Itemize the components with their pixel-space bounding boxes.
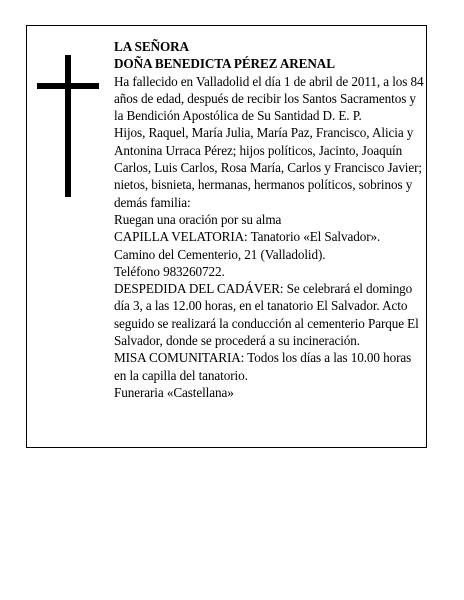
family-paragraph: Hijos, Raquel, María Julia, María Paz, Francisco, Alicia y Antonina Urraca Pérez; hijos políticos, Jacinto, Joaquín Carlos, Luis Carlos, Rosa María, Carlos y Francisco Javier; nietos, bisnieta, hermanas, hermanos políticos, sobrinos y demás familia: [114,125,422,210]
death-paragraph: Ha fallecido en Valladolid el día 1 de abril de 2011, a los 84 años de edad, después de recibir los Santos Sacramentos y la Bendición Apostólica de Su Santidad D. E. P. [114,73,424,124]
prayer-line: Ruegan una oración por su alma [114,211,282,227]
cross-icon [37,55,99,197]
notice-heading: LA SEÑORA [114,39,189,54]
farewell-paragraph: DESPEDIDA DEL CADÁVER: Se celebrará el domingo día 3, a las 12.00 horas, en el tanatorio El Salvador. Acto seguido se realizará la conducción al cementerio Parque El Salvador, donde se procederá a su incineración. [114,281,419,349]
chapel-line: CAPILLA VELATORIA: Tanatorio «El Salvador». [114,229,381,245]
address-line: Camino del Cementerio, 21 (Valladolid). [114,246,326,262]
cross-vertical-bar [65,55,71,197]
phone-line: Teléfono 983260722. [114,263,225,279]
deceased-name: DOÑA BENEDICTA PÉREZ ARENAL [114,56,335,72]
obituary-text [114,38,426,401]
mass-paragraph: MISA COMUNITARIA: Todos los días a las 10.00 horas en la capilla del tanatorio. [114,350,412,383]
cross-horizontal-bar [37,83,99,89]
funeral-home-line: Funeraria «Castellana» [114,384,234,400]
